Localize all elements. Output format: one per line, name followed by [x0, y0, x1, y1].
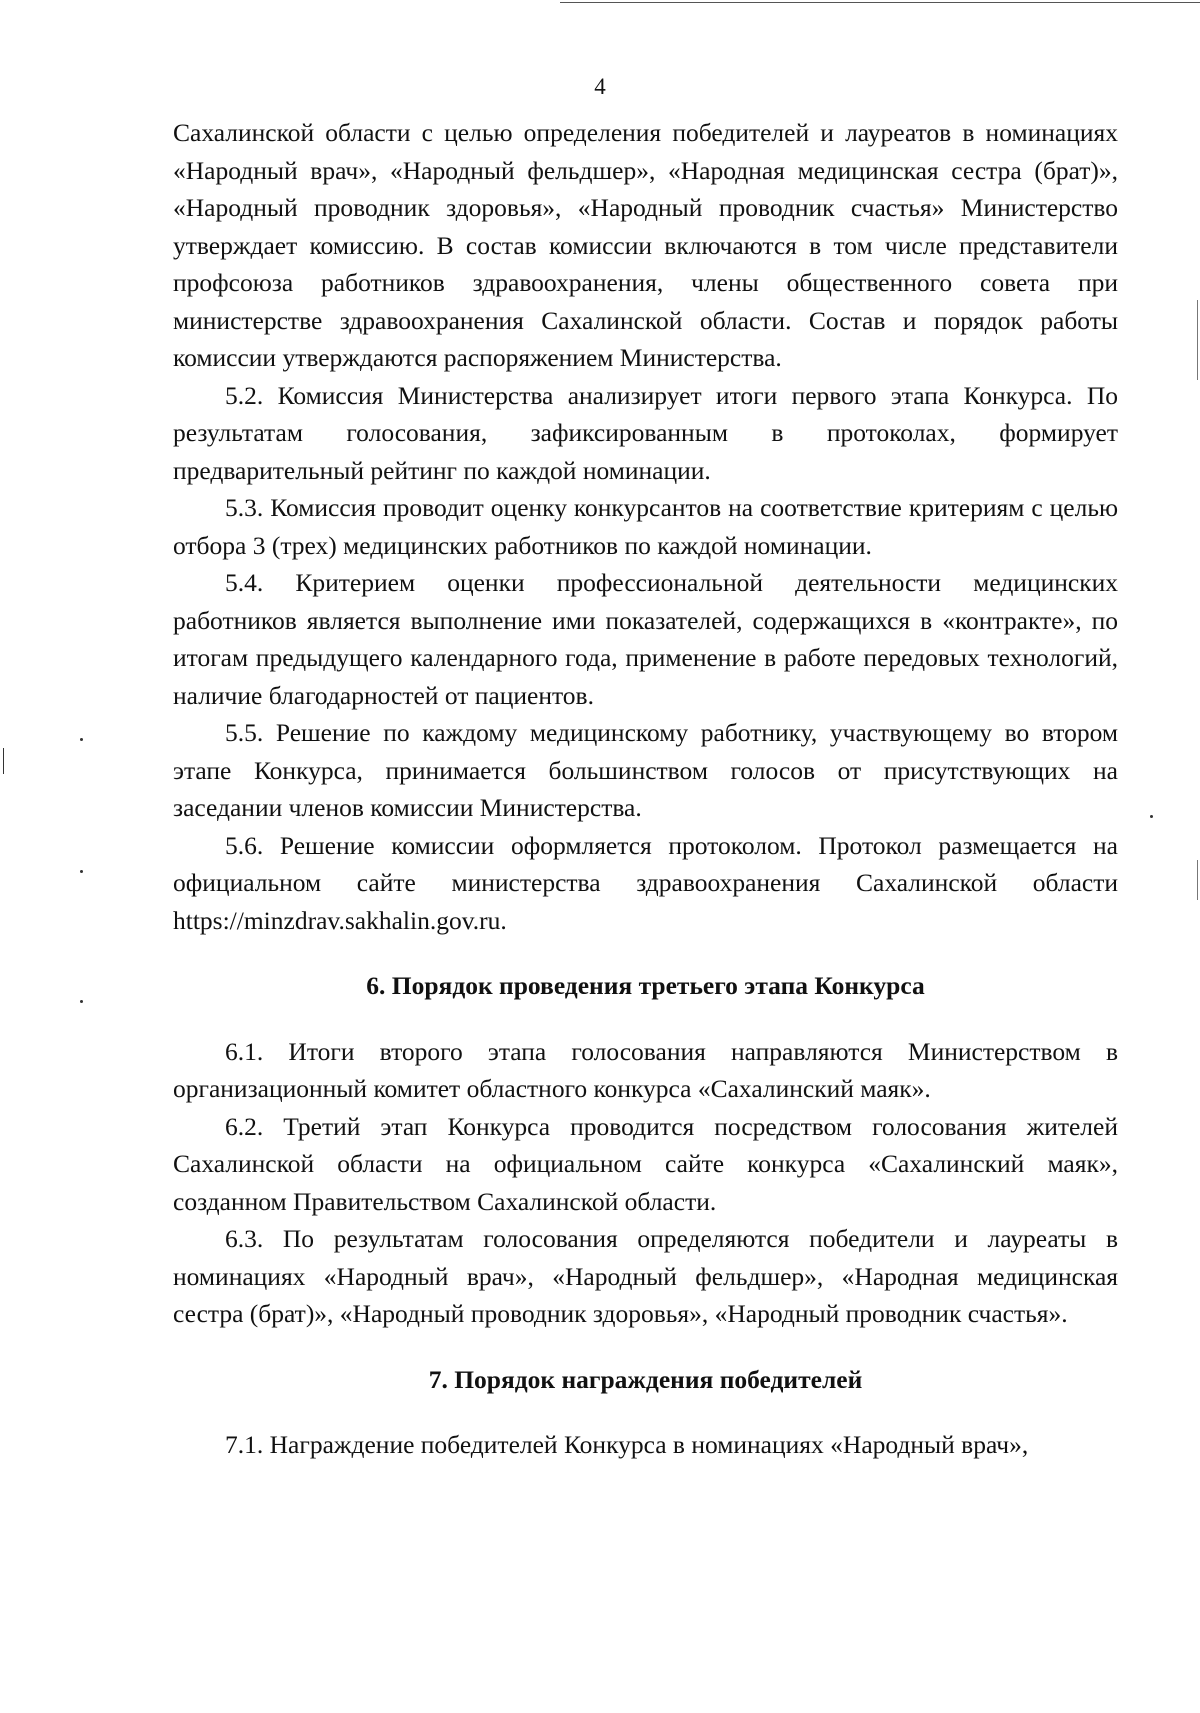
paragraph-5-5: 5.5. Решение по каждому медицинскому работнику, участвующему во втором этапе Конкурса, принимается большинством голосов от присутствующих на заседании членов комиссии Министерства.: [173, 718, 1118, 822]
scan-left-mark: [3, 748, 4, 774]
section-6-heading: 6. Порядок проведения третьего этапа Конкурса: [366, 971, 925, 1000]
paragraph-5-6: 5.6. Решение комиссии оформляется протоколом. Протокол размещается на официальном сайте министерства здравоохранения Сахалинской области https://minzdrav.sakhalin.gov.ru.: [173, 830, 1118, 935]
page-number: 4: [594, 74, 606, 99]
document-body: [173, 114, 1118, 1464]
scan-speck: [80, 1000, 83, 1003]
scan-speck: [1150, 815, 1153, 818]
scan-edge-mark: [1197, 300, 1198, 380]
paragraph-6-2: 6.2. Третий этап Конкурса проводится посредством голосования жителей Сахалинской области на официальном сайте конкурса «Сахалинский маяк», созданном Правительством Сахалинской области.: [173, 1111, 1118, 1216]
scan-edge-mark: [1197, 860, 1198, 900]
paragraph-6-1: 6.1. Итоги второго этапа голосования направляются Министерством в организационный комитет областного конкурса «Сахалинский маяк».: [173, 1036, 1118, 1103]
scan-speck: [80, 738, 83, 741]
paragraph-7-1: 7.1. Награждение победителей Конкурса в номинациях «Народный врач»,: [225, 1430, 1029, 1459]
section-7-heading: 7. Порядок награждения победителей: [428, 1364, 863, 1394]
paragraph-5-1-continuation: Сахалинской области с целью определения победителей и лауреатов в номинациях «Народный врач», «Народный фельдшер», «Народная медицинская сестра (брат)», «Народный проводник здоровья», «Народный проводник счастья» Министерство утверждает комиссию. В состав комиссии включаются в том числе представители профсоюза работников здравоохранения, члены общественного совета при министерстве здравоохранения Сахалинской области. Состав и порядок работы комиссии утверждаются распоряжением Министерства.: [173, 118, 1118, 372]
paragraph-6-3: 6.3. По результатам голосования определяются победители и лауреаты в номинациях «Народный врач», «Народный фельдшер», «Народная медицинская сестра (брат)», «Народный проводник здоровья», «Народный проводник счастья».: [173, 1224, 1118, 1328]
scan-top-rule: [560, 2, 1200, 3]
scan-speck: [80, 870, 83, 873]
paragraph-5-2: 5.2. Комиссия Министерства анализирует итоги первого этапа Конкурса. По результатам голосования, зафиксированным в протоколах, формирует предварительный рейтинг по каждой номинации.: [173, 380, 1118, 485]
paragraph-5-4: 5.4. Критерием оценки профессиональной деятельности медицинских работников является выполнение ими показателей, содержащихся в «контракте», по итогам предыдущего календарного года, применение в работе передовых технологий, наличие благодарностей от пациентов.: [173, 568, 1118, 710]
paragraph-5-3: 5.3. Комиссия проводит оценку конкурсантов на соответствие критериям с целью отбора 3 (трех) медицинских работников по каждой номинации.: [173, 493, 1118, 560]
